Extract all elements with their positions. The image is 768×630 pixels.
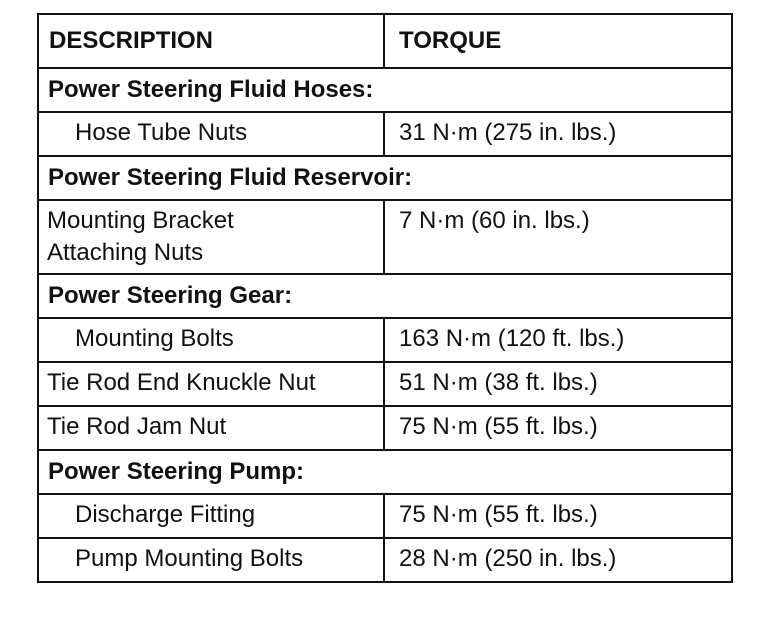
header-torque: TORQUE [384,14,732,68]
section-row [38,450,732,494]
section-row [38,156,732,200]
table-row [38,406,732,450]
section-row [38,274,732,318]
torque-cell: 75 N·m (55 ft. lbs.) [384,406,732,450]
description-cell: Tie Rod Jam Nut [38,406,384,450]
table-row [38,112,732,156]
description-cell: Pump Mounting Bolts [38,538,384,582]
header-description: DESCRIPTION [38,14,384,68]
torque-cell: 163 N·m (120 ft. lbs.) [384,318,732,362]
section-title: Power Steering Pump: [38,450,732,494]
description-cell: Mounting Bolts [38,318,384,362]
torque-cell: 31 N·m (275 in. lbs.) [384,112,732,156]
section-row [38,68,732,112]
section-title: Power Steering Gear: [38,274,732,318]
section-title: Power Steering Fluid Reservoir: [38,156,732,200]
torque-cell: 7 N·m (60 in. lbs.) [384,200,732,274]
table-header-row [38,14,732,68]
description-line: Mounting Bracket [47,207,234,234]
description-cell: Discharge Fitting [38,494,384,538]
table-row [38,318,732,362]
description-cell: Tie Rod End Knuckle Nut [38,362,384,406]
description-cell [38,200,384,274]
table-row [38,362,732,406]
table-row [38,200,732,274]
description-line: Attaching Nuts [47,239,204,266]
torque-cell: 51 N·m (38 ft. lbs.) [384,362,732,406]
torque-cell: 75 N·m (55 ft. lbs.) [384,494,732,538]
table-row [38,538,732,582]
description-cell: Hose Tube Nuts [38,112,384,156]
table-row [38,494,732,538]
section-title: Power Steering Fluid Hoses: [38,68,732,112]
torque-spec-table [37,13,733,583]
torque-cell: 28 N·m (250 in. lbs.) [384,538,732,582]
